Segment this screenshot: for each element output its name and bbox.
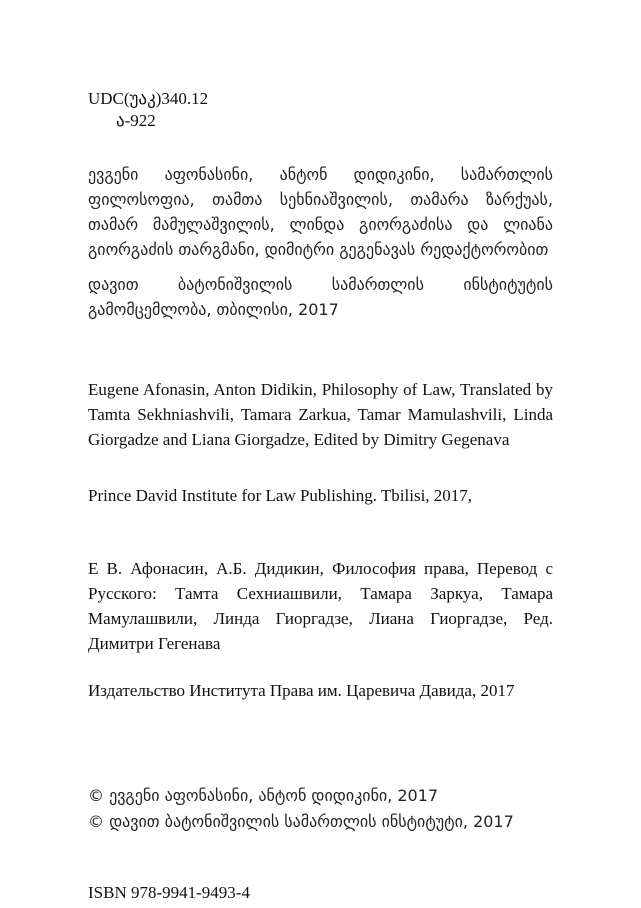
russian-publisher-line: Издательство Института Права им. Царевича Давида, 2017 [88,681,515,700]
georgian-authors-paragraph: ევგენი აფონასინი, ანტონ დიდიკინი, სამართლის ფილოსოფია, თამთა სეხნიაშვილის, თამარა ზარქუას, თამარ მამულაშვილის, ლინდა გიორგაძისა და ლიანა გიორგაძის თარგმანი, დიმიტრი გეგენავას რედაქტორობით [88,165,553,259]
copyright-institute-line: © დავით ბატონიშვილის სამართლის ინსტიტუტი, 2017 [88,812,514,831]
udc-classification: UDC(უაკ)340.12 [88,89,209,108]
isbn-line: ISBN 978-9941-9493-4 [88,883,250,902]
udc-block [88,88,553,132]
udc-cutter-code: ა-922 [116,111,156,130]
copyright-authors-line: © ევგენი აფონასინი, ანტონ დიდიკინი, 2017 [88,786,439,805]
english-authors-paragraph: Eugene Afonasin, Anton Didikin, Philosophy of Law, Translated by Tamta Sekhniashvili, Tamara Zarkua, Tamar Mamulashvili, Linda Giorgadze and Liana Giorgadze, Edited by Dimitry Gegenava [88,380,553,449]
russian-authors-paragraph: Е В. Афонасин, А.Б. Дидикин, Философия права, Перевод с Русского: Тамта Сехниашвили, Тамара Заркуа, Тамара Мамулашвили, Линда Гиоргадзе, Лиана Гиоргадзе, Ред. Димитри Гегенава [88,559,553,653]
georgian-publisher-line: დავით ბატონიშვილის სამართლის ინსტიტუტის გამომცემლობა, თბილისი, 2017 [88,275,553,319]
copyright-block [88,783,553,835]
english-publisher-line: Prince David Institute for Law Publishing. Tbilisi, 2017, [88,486,473,505]
